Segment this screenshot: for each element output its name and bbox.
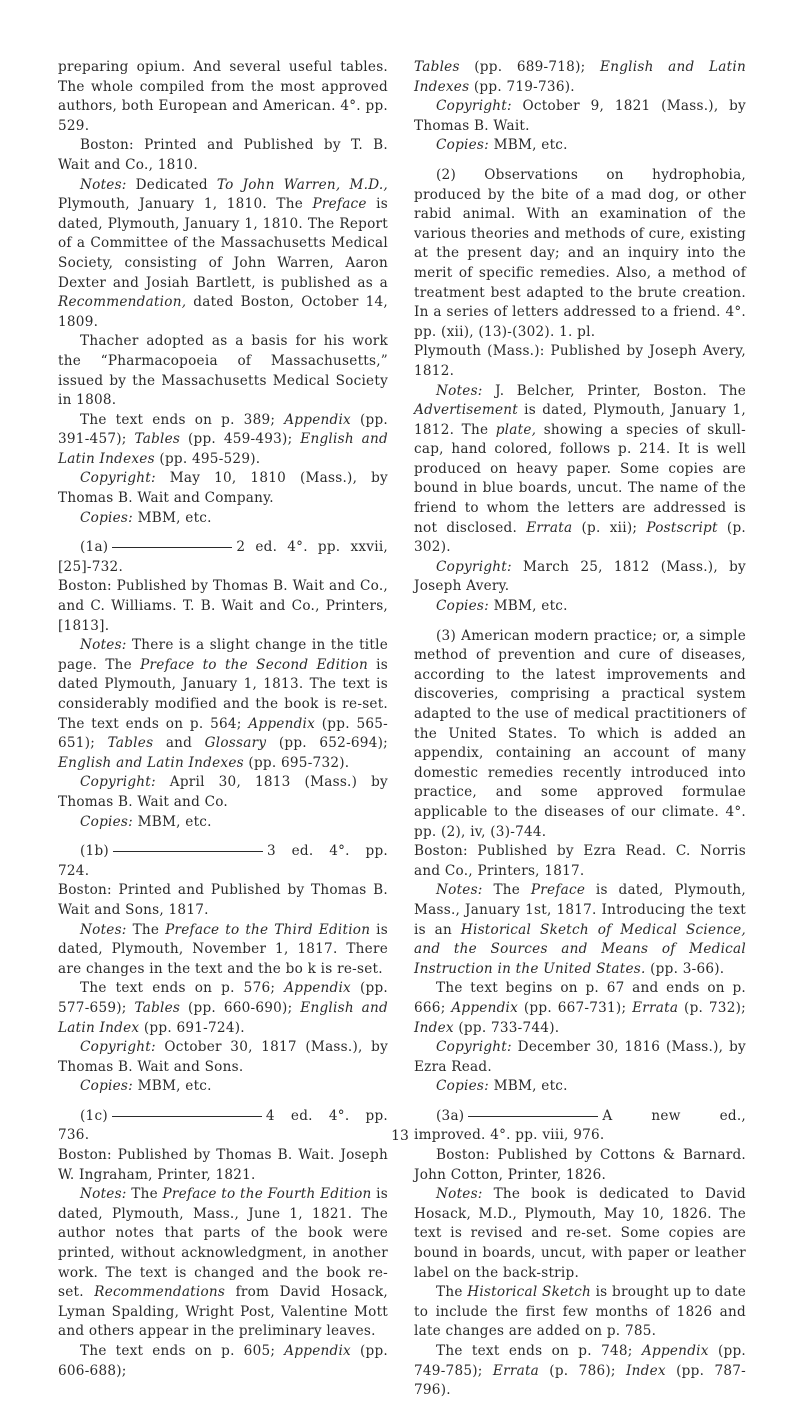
entry-1-notes: Notes: Dedicated To John Warren, M.D., Plymouth, January 1, 1810. The Preface is dated, Plymouth, January 1, 1810. The Report of a Committee of the Massachusetts Medical Society, consisting of John Warren, Aaron Dexter and Josiah Bartlett, is published as a Recommendation, dated Boston, October 14, 1809. bbox=[58, 176, 388, 330]
entry-1a-copyright: Copyright: April 30, 1813 (Mass.) by Thomas B. Wait and Co. bbox=[58, 774, 388, 810]
entry-1b-notes: Notes: The Preface to the Third Edition is dated, Plymouth, November 1, 1817. There are changes in the text and the bo k is re-set. bbox=[58, 921, 388, 977]
entry-1a-notes: Notes: There is a slight change in the title page. The Preface to the Second Edition is dated Plymouth, January 1, 1813. The text is considerably modified and the book is re-set. The text ends on p. 564; Appendix (pp. 565-651); Tables and Glossary (pp. 652-694); English and Latin Indexes (pp. 695-732). bbox=[58, 637, 388, 771]
entry-1-copies: Copies: MBM, etc. bbox=[80, 509, 212, 526]
entry-3-copies: Copies: MBM, etc. bbox=[436, 1078, 568, 1095]
ditto-rule bbox=[113, 851, 263, 852]
entry-1c-contents-continued: Tables (pp. 689-718); English and Latin Indexes (pp. 719-736). bbox=[414, 59, 746, 95]
entry-3a-notes-sketch: The Historical Sketch is brought up to date to include the first few months of 1826 and late changes are added on p. 785. bbox=[414, 1284, 747, 1340]
entry-2-copyright: Copyright: March 25, 1812 (Mass.), by Joseph Avery. bbox=[414, 558, 746, 595]
entry-3-imprint: Boston: Published by Ezra Read. C. Norris and Co., Printers, 1817. bbox=[414, 843, 746, 879]
entry-3-copyright: Copyright: December 30, 1816 (Mass.), by Ezra Read. bbox=[414, 1039, 746, 1075]
ditto-rule bbox=[112, 1116, 262, 1117]
entry-2-notes: Notes: J. Belcher, Printer, Boston. The Advertisement is dated, Plymouth, January 1, 1812. The plate, showing a species of skull-cap, hand colored, follows p. 214. It is well produced on heavy paper. Some copies are bound in blue boards, uncut. The name of the friend to whom the letters are addressed is not disclosed. Errata (p. xii); Postscript (p. 302). bbox=[414, 382, 746, 556]
entry-3-contents: The text begins on p. 67 and ends on p. 666; Appendix (pp. 667-731); Errata (p. 732); Index (pp. 733-744). bbox=[414, 980, 746, 1036]
entry-1c-copyright: Copyright: October 9, 1821 (Mass.), by Thomas B. Wait. bbox=[414, 98, 746, 134]
entry-1-contents: The text ends on p. 389; Appendix (pp. 391-457); Tables (pp. 459-493); English and Latin Indexes (pp. 495-529). bbox=[58, 411, 388, 467]
entry-1b-heading: (1b) 3 ed. 4°. pp. 724. bbox=[58, 843, 388, 879]
entry-1-imprint: Boston: Printed and Published by T. B. Wait and Co., 1810. bbox=[58, 137, 388, 173]
entry-1-notes-thacher: Thacher adopted as a basis for his work the “Pharmacopoeia of Massachusetts,” issued by the Massachusetts Medical Society in 1808. bbox=[58, 333, 388, 409]
left-column bbox=[58, 58, 388, 1381]
entry-3a-imprint: Boston: Published by Cottons & Barnard. John Cotton, Printer, 1826. bbox=[414, 1147, 746, 1183]
entry-1c-copies: Copies: MBM, etc. bbox=[436, 137, 568, 154]
entry-1a-imprint: Boston: Published by Thomas B. Wait and Co., and C. Williams. T. B. Wait and Co., Printers, [1813]. bbox=[58, 578, 388, 634]
entry-3a-notes: Notes: The book is dedicated to David Hosack, M.D., Plymouth, May 10, 1826. The text is revised and re-set. Some copies are bound in boards, uncut, with paper or leather label on the back-strip. bbox=[414, 1186, 746, 1281]
entry-1c-heading: (1c) 4 ed. 4°. pp. 736. bbox=[58, 1107, 388, 1144]
entry-1b-contents: The text ends on p. 576; Appendix (pp. 577-659); Tables (pp. 660-690); English and Latin Index (pp. 691-724). bbox=[58, 980, 388, 1036]
entry-1a-copies: Copies: MBM, etc. bbox=[80, 813, 212, 830]
entry-1b-imprint: Boston: Printed and Published by Thomas B. Wait and Sons, 1817. bbox=[58, 882, 388, 918]
entry-2-title: (2) Observations on hydrophobia, produced by the bite of a mad dog, or other rabid animal. With an examination of the various theories and methods of cure, existing at the present day; and an inquiry into the merit of specific remedies. Also, a method of treatment best adapted to the brute creation. In a series of letters addressed to a friend. 4°. pp. (xii), (13)-(302). 1. pl. bbox=[414, 166, 746, 340]
entry-3-notes: Notes: The Preface is dated, Plymouth, Mass., January 1st, 1817. Introducing the text is an Historical Sketch of Medical Science, and the Sources and Means of Medical Instruction in the United States. (pp. 3-66). bbox=[414, 882, 747, 977]
entry-1b-copyright: Copyright: October 30, 1817 (Mass.), by Thomas B. Wait and Sons. bbox=[58, 1039, 388, 1075]
entry-1a-heading: (1a) 2 ed. 4°. pp. xxvii, [25]-732. bbox=[58, 539, 388, 575]
entry-1-title-continued: preparing opium. And several useful tables. The whole compiled from the most approved authors, both European and American. 4°. pp. 529. bbox=[58, 59, 388, 134]
entry-1b-copies: Copies: MBM, etc. bbox=[80, 1078, 212, 1095]
entry-2-copies: Copies: MBM, etc. bbox=[436, 598, 568, 615]
page-number: 13 bbox=[391, 1128, 409, 1144]
entry-1-copyright: Copyright: May 10, 1810 (Mass.), by Thomas B. Wait and Company. bbox=[58, 470, 388, 507]
entry-3a-contents: The text ends on p. 748; Appendix (pp. 749-785); Errata (p. 786); Index (pp. 787-796). bbox=[414, 1343, 746, 1399]
entry-3-title: (3) American modern practice; or, a simple method of prevention and cure of diseases, according to the latest improvements and discoveries, comprising a practical system adapted to the use of medical practitioners of the United States. To which is added an appendix, containing an account of many domestic remedies recently introduced into practice, and some approved formulae applicable to the diseases of our climate. 4°. pp. (2), iv, (3)-744. bbox=[414, 627, 746, 840]
entry-1c-contents: The text ends on p. 605; Appendix (pp. 606-688); bbox=[58, 1343, 388, 1379]
right-column bbox=[414, 58, 746, 1401]
ditto-rule bbox=[112, 547, 232, 548]
entry-1c-imprint: Boston: Published by Thomas B. Wait. Joseph W. Ingraham, Printer, 1821. bbox=[58, 1147, 388, 1183]
entry-2-imprint: Plymouth (Mass.): Published by Joseph Avery, 1812. bbox=[414, 343, 746, 379]
ditto-rule bbox=[468, 1116, 598, 1117]
entry-3a-heading: (3a) A new ed., improved. 4°. pp. viii, 976. bbox=[414, 1107, 746, 1144]
entry-1c-notes: Notes: The Preface to the Fourth Edition is dated, Plymouth, Mass., June 1, 1821. The author notes that parts of the book were printed, without acknowledgment, in another work. The text is changed and the book re-set. Recommendations from David Hosack, Lyman Spalding, Wright Post, Valentine Mott and others appear in the preliminary leaves. bbox=[58, 1186, 388, 1340]
